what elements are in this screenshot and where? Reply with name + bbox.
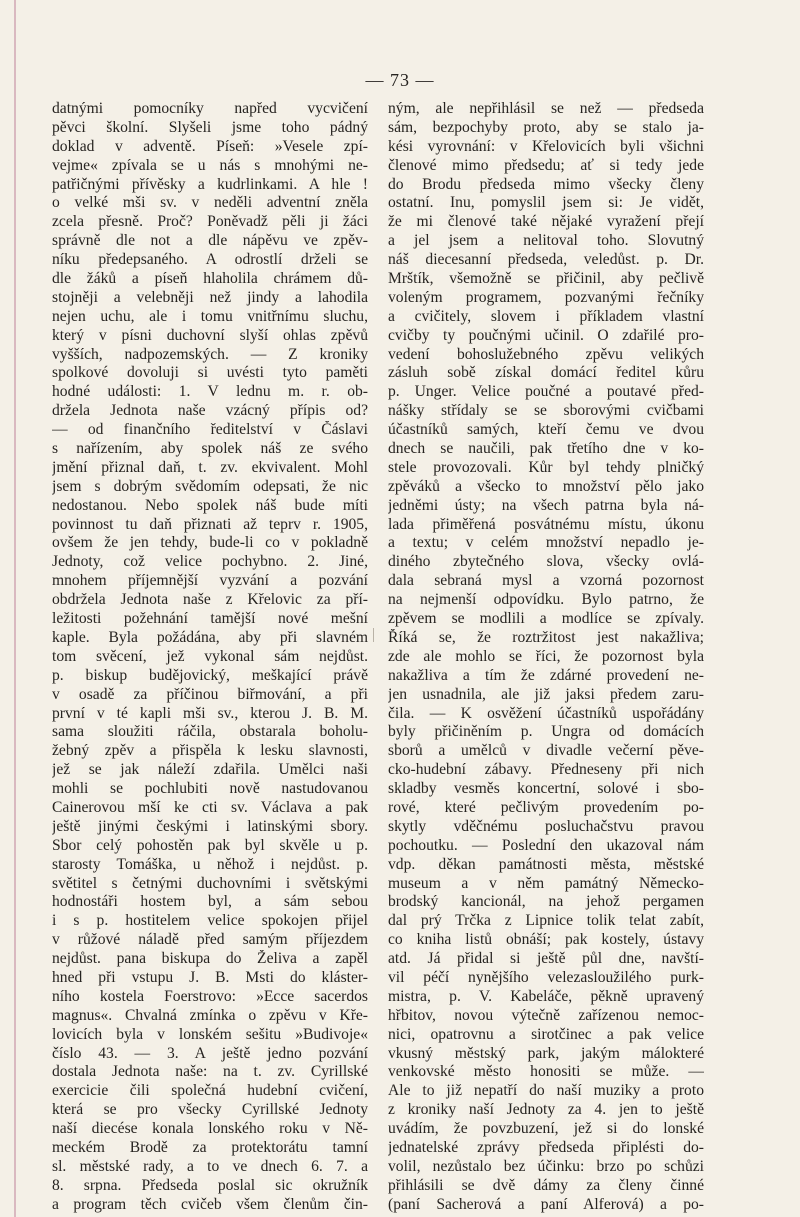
text-line: voleným programem, pozvanými řečníky xyxy=(388,288,704,306)
text-line: skytly vděčnému posluchačstvu pravou xyxy=(388,817,704,835)
text-line: ního kostela Foerstrovo: »Ecce sacerdos xyxy=(52,987,368,1005)
text-line: cvičby ty poučnými učinil. O zdařilé pro- xyxy=(388,326,704,344)
text-line: Jednoty, což velice pochybno. 2. Jiné, xyxy=(52,553,368,571)
text-line: vkusný městský park, jakým málokteré xyxy=(388,1044,704,1062)
text-line: dal prý Trčka z Lipnice tolik telat zabít, xyxy=(388,912,704,930)
text-line: patřičnými přívěsky a kudrlinkami. A hle ! xyxy=(52,175,368,193)
text-line: čila. — K osvěžení účastníků uspořádány xyxy=(388,704,704,722)
text-line: stele provozovali. Kůr byl tehdy plničký xyxy=(388,458,704,476)
text-line: povinnost tu daň přiznati až teprv r. 1905, xyxy=(52,515,368,533)
text-line: správně dle not a dle nápěvu ve zpěv- xyxy=(52,232,368,250)
text-line: členové mimo předsedu; ať si tedy jede xyxy=(388,156,704,174)
text-line: níku předepsaného. A odrostlí drželi se xyxy=(52,251,368,269)
text-line: přihlásili se dvě dámy za členy činné xyxy=(388,1176,704,1194)
text-line: kaple. Byla požádána, aby při slavném xyxy=(52,628,368,646)
text-line: a textu; v celém množství nepadlo je- xyxy=(388,534,704,552)
text-line: datnými pomocníky napřed vycvičení xyxy=(52,100,368,117)
text-line: vil péčí nynějšího velezasloužilého purk- xyxy=(388,968,704,986)
text-line: vedení bohoslužebného zpěvu velikých xyxy=(388,345,704,363)
text-line: meckém Brodě za protektorátu tamní xyxy=(52,1138,368,1156)
text-line: jmění přiznal daň, t. zv. ekvivalent. Mohl xyxy=(52,458,368,476)
text-line: kési vyrovnání: v Křelovicích byli všichni xyxy=(388,137,704,155)
text-line: Sbor celý pohostěn pak byl skvěle u p. xyxy=(52,836,368,854)
text-line: co kniha listů obnáší; pak kostely, ústavy xyxy=(388,931,704,949)
text-line: vejme« zpívala se u nás s mnohými ne- xyxy=(52,156,368,174)
text-line: mnohem příjemnější vyzvání a pozvání xyxy=(52,572,368,590)
text-line: držela Jednota naše vzácný přípis od? xyxy=(52,402,368,420)
text-line: p. biskup budějovický, meškající právě xyxy=(52,666,368,684)
text-line: pochoutku. — Poslední den ukazoval nám xyxy=(388,836,704,854)
left-text-column xyxy=(52,100,368,1213)
text-line: dostala Jednota naše: na t. zv. Cyrillské xyxy=(52,1063,368,1081)
text-line: venkovské město honositi se může. — xyxy=(388,1063,704,1081)
text-line: exercicie čili společná hudební cvičení, xyxy=(52,1082,368,1100)
text-line: nejdůst. pana biskupa do Želiva a zapěl xyxy=(52,950,368,968)
text-line: hodnostáři hostem byl, a sám sebou xyxy=(52,893,368,911)
text-line: ještě jinými českými i latinskými sbory. xyxy=(52,817,368,835)
text-line: mohli se pochlubiti nově nastudovanou xyxy=(52,780,368,798)
text-line: volil, nezůstalo bez účinku: brzo po schůzi xyxy=(388,1157,704,1175)
text-line: brodský kancionál, na jehož pergamen xyxy=(388,893,704,911)
text-line: ostatní. Inu, pomyslil jsem si: Je vidět, xyxy=(388,194,704,212)
text-line: sborů a umělců v divadle večerní pěve- xyxy=(388,742,704,760)
page-number: — 73 — xyxy=(365,70,435,90)
text-line: ným, ale nepřihlásil se než — předseda xyxy=(388,100,704,117)
text-line: účastníků samých, kteří čemu ve dvou xyxy=(388,421,704,439)
text-line: sama sloužiti ráčila, obstarala boholu- xyxy=(52,723,368,741)
text-line: hodné události: 1. V lednu m. r. ob- xyxy=(52,383,368,401)
text-line: — od finančního ředitelství v Čáslavi xyxy=(52,421,368,439)
text-line: p. Unger. Velice poučné a poutavé před- xyxy=(388,383,704,401)
text-line: spolkové dovoluji si uvésti tyto paměti xyxy=(52,364,368,382)
text-line: zásluh sobě získal domácí ředitel kůru xyxy=(388,364,704,382)
text-line: ovšem že jen tehdy, bude-li co v pokladně xyxy=(52,534,368,552)
text-line: a jel jsem a nelitoval toho. Slovutný xyxy=(388,232,704,250)
text-line: do Brodu předseda mimo všecky členy xyxy=(388,175,704,193)
text-line: doklad v adventě. Píseň: »Vesele zpí- xyxy=(52,137,368,155)
text-line: Ale to již nepatří do naší muziky a proto xyxy=(388,1082,704,1100)
text-line: 8. srpna. Předseda poslal sic okružník xyxy=(52,1176,368,1194)
text-line: lada přiměřená posvátnému místu, úkonu xyxy=(388,515,704,533)
text-line: která se pro všecky Cyrillské Jednoty xyxy=(52,1101,368,1119)
column-mark xyxy=(373,628,374,642)
text-line: a cvičitely, slovem i příkladem vlastní xyxy=(388,307,704,325)
text-line: s nařízením, aby spolek náš ze svého xyxy=(52,440,368,458)
text-line: naší diecése konala lonského roku v Ně- xyxy=(52,1120,368,1138)
text-line: číslo 43. — 3. A ještě jedno pozvání xyxy=(52,1044,368,1062)
text-line: jež se jak náleží zdařila. Umělci naši xyxy=(52,761,368,779)
text-line: byly přičiněním p. Ungra od domácích xyxy=(388,723,704,741)
text-line: zde ale mohlo se říci, že pozornost byla xyxy=(388,647,704,665)
text-line: starosty Tomáška, u něhož i nejdůst. p. xyxy=(52,855,368,873)
text-line: uvádím, že povzbuzení, jež si do lonské xyxy=(388,1120,704,1138)
text-line: mistra, p. V. Kabeláče, pěkně upravený xyxy=(388,987,704,1005)
text-line: tom svěcení, jež vykonal sám nejdůst. xyxy=(52,647,368,665)
text-line: (paní Sacherová a paní Alferová) a po- xyxy=(388,1195,704,1213)
text-line: na nejmenší odpovídku. Bylo patrno, že xyxy=(388,591,704,609)
text-line: dle žáků a píseň hlaholila chrámem dů- xyxy=(52,270,368,288)
text-line: atd. Já přidal si ještě půl dne, navští- xyxy=(388,950,704,968)
text-line: diného zbytečného slova, všecky ovlá- xyxy=(388,553,704,571)
text-line: hřbitov, novou výtečně zařízenou nemoc- xyxy=(388,1006,704,1024)
text-line: stojněji a velebněji než jindy a lahodila xyxy=(52,288,368,306)
text-line: zpěváků a všecko to množství pělo jako xyxy=(388,477,704,495)
text-line: Cainerovou mší ke cti sv. Václava a pak xyxy=(52,798,368,816)
text-line: vyšších, nadpozemských. — Z kroniky xyxy=(52,345,368,363)
text-line: skladby vesměs koncertní, solové i sbo- xyxy=(388,780,704,798)
text-line: i s p. hostitelem velice spokojen přijel xyxy=(52,912,368,930)
text-line: rové, které pečlivým provedením po- xyxy=(388,798,704,816)
text-line: náš diecesanní předseda, veledůst. p. Dr. xyxy=(388,251,704,269)
text-line: hned při vstupu J. B. Msti do kláster- xyxy=(52,968,368,986)
text-line: nejen uchu, ale i tomu vnitřnímu sluchu, xyxy=(52,307,368,325)
text-line: a program těch cvičeb všem členům čin- xyxy=(52,1195,368,1213)
text-line: jen usnadnila, ale již jaksi předem zaru- xyxy=(388,685,704,703)
text-line: obdržela Jednota naše z Křelovic za pří- xyxy=(52,591,368,609)
text-line: jsem s dobrým svědomím odepsati, že nic xyxy=(52,477,368,495)
text-line: nakažliva a tím že zdárné provedení ne- xyxy=(388,666,704,684)
text-line: ležitosti požehnání tamější nové mešní xyxy=(52,610,368,628)
text-line: který v písni duchovní slyší ohlas zpěvů xyxy=(52,326,368,344)
text-line: magnus«. Chvalná zmínka o zpěvu v Kře- xyxy=(52,1006,368,1024)
text-line: cko-hudební zábavy. Předneseny při nich xyxy=(388,761,704,779)
text-line: že mi členové také nějaké vyražení přejí xyxy=(388,213,704,231)
text-line: nici, opatrovnu a sirotčinec a pak velice xyxy=(388,1025,704,1043)
text-line: jedněmi ústy; na všech patrna byla ná- xyxy=(388,496,704,514)
text-line: jednatelské zprávy předseda připlésti do- xyxy=(388,1138,704,1156)
text-line: museum a v něm památný Německo- xyxy=(388,874,704,892)
text-line: světitel s četnými duchovními i světskými xyxy=(52,874,368,892)
right-text-column xyxy=(388,100,704,1213)
text-line: v osadě za příčinou biřmování, a při xyxy=(52,685,368,703)
text-line: dnech se naučili, pak třetího dne v ko- xyxy=(388,440,704,458)
page-edge xyxy=(14,0,16,1217)
text-line: první v té kapli mši sv., kterou J. B. M. xyxy=(52,704,368,722)
text-line: Říká se, že roztržitost jest nakažliva; xyxy=(388,628,704,646)
text-line: sl. městské rady, a to ve dnech 6. 7. a xyxy=(52,1157,368,1175)
text-line: z kroniky naší Jednoty za 4. jen to ještě xyxy=(388,1101,704,1119)
text-line: sám, bezpochyby proto, aby se stalo ja- xyxy=(388,118,704,136)
text-line: nedostanou. Nebo spolek náš bude míti xyxy=(52,496,368,514)
text-line: pěvci školní. Slyšeli jsme toho pádný xyxy=(52,118,368,136)
text-line: v růžové náladě před samým příjezdem xyxy=(52,931,368,949)
text-line: žebný zpěv a přispěla k lesku slavnosti, xyxy=(52,742,368,760)
text-line: zcela přesně. Proč? Poněvadž pěli ji žáci xyxy=(52,213,368,231)
text-line: vdp. děkan památnosti města, městské xyxy=(388,855,704,873)
text-line: Mrštík, všemožně se přičinil, aby pečlivě xyxy=(388,270,704,288)
text-line: zpěvem se modlili a modlíce se zpívaly. xyxy=(388,610,704,628)
text-line: lovicích byla v lonském sešitu »Budivoje« xyxy=(52,1025,368,1043)
text-line: nášky střídaly se se sborovými cvičbami xyxy=(388,402,704,420)
text-line: dala sebraná mysl a vzorná pozornost xyxy=(388,572,704,590)
text-line: o velké mši sv. v neděli adventní zněla xyxy=(52,194,368,212)
